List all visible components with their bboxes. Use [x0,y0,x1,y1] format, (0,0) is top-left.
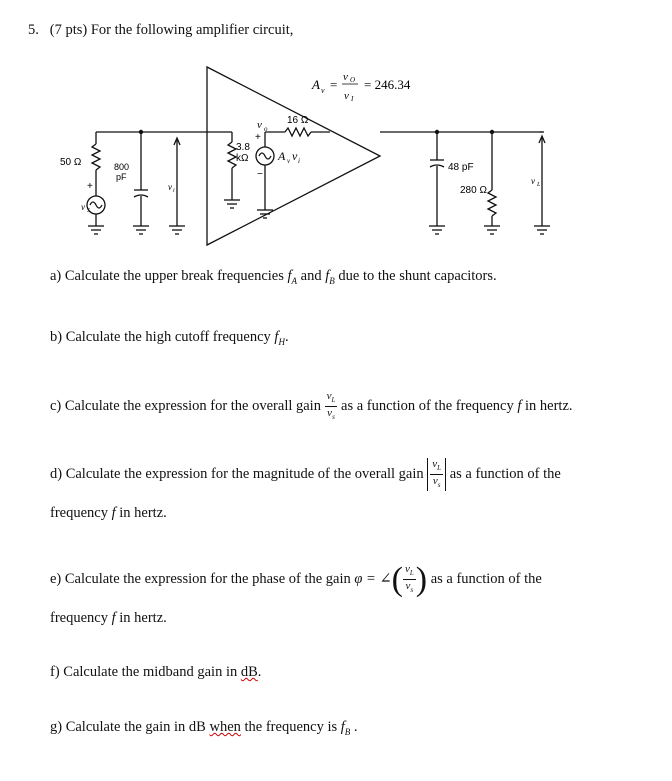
svg-text:3.8: 3.8 [236,142,250,153]
resistor-50 [92,144,100,170]
question-d: d) Calculate the expression for the magnitude of the overall gain $\frac{v_L}{v_s}$ as a function of the [50,458,561,490]
svg-text:A: A [278,149,286,163]
r-source-label: 50 Ω [60,157,82,168]
svg-text:i: i [298,157,300,165]
question-b: b) Calculate the high cutoff frequency $f_H$. [50,329,289,347]
svg-text:S: S [87,208,90,214]
svg-text:L: L [537,182,541,188]
svg-text:+: + [87,181,93,192]
svg-text:I: I [351,95,354,103]
c-out-label: 48 pF [448,162,474,173]
question-e: e) Calculate the expression for the phase of the gain φ = ∠( $\frac{v_L}{v_s}$ ) as a function of the [50,560,542,598]
svg-text:v: v [168,182,172,192]
gain-fraction: $\frac{v_L}{v_s}$ [326,390,336,422]
svg-text:v: v [321,86,325,95]
svg-text:v: v [531,176,535,186]
svg-text:−: − [257,169,263,180]
question-a: a) Calculate the upper break frequencies $f_A$ and $f_B$ due to the shunt capacitors. [50,268,497,286]
svg-text:i: i [173,188,175,194]
problem-header [28,22,293,39]
svg-text:v: v [344,90,349,102]
svg-text:kΩ: kΩ [236,153,249,164]
svg-text:=: = [330,77,338,92]
problem-text: (7 pts) For the following amplifier circuit, [49,22,294,38]
gain-equation-lhs: A [312,77,320,92]
r-out-label: 16 Ω [287,115,309,126]
svg-text:+: + [255,132,261,143]
svg-text:v: v [292,149,298,163]
svg-text:v: v [81,202,85,212]
svg-text:800: 800 [114,162,130,172]
svg-text:v: v [287,157,291,165]
r-load-label: 280 Ω [460,185,487,196]
question-g: g) Calculate the gain in dB when the frequency is $f_B$ . [50,719,358,737]
question-f: f) Calculate the midband gain in dB. [50,664,262,680]
question-e-line2: frequency f in hertz. [50,610,167,626]
question-d-line2: frequency f in hertz. [50,505,167,521]
gain-value: = 246.34 [364,77,411,92]
svg-text:v: v [343,71,348,83]
svg-text:o: o [264,125,268,133]
amplifier-circuit [0,55,672,260]
svg-text:v: v [257,119,262,131]
problem-number: 5. [28,22,39,38]
svg-text:O: O [350,76,356,84]
question-c: c) Calculate the expression for the overall gain $\frac{v_L}{v_s}$ as a function of the frequency f in hertz. [50,390,573,422]
svg-text:pF: pF [116,172,127,182]
